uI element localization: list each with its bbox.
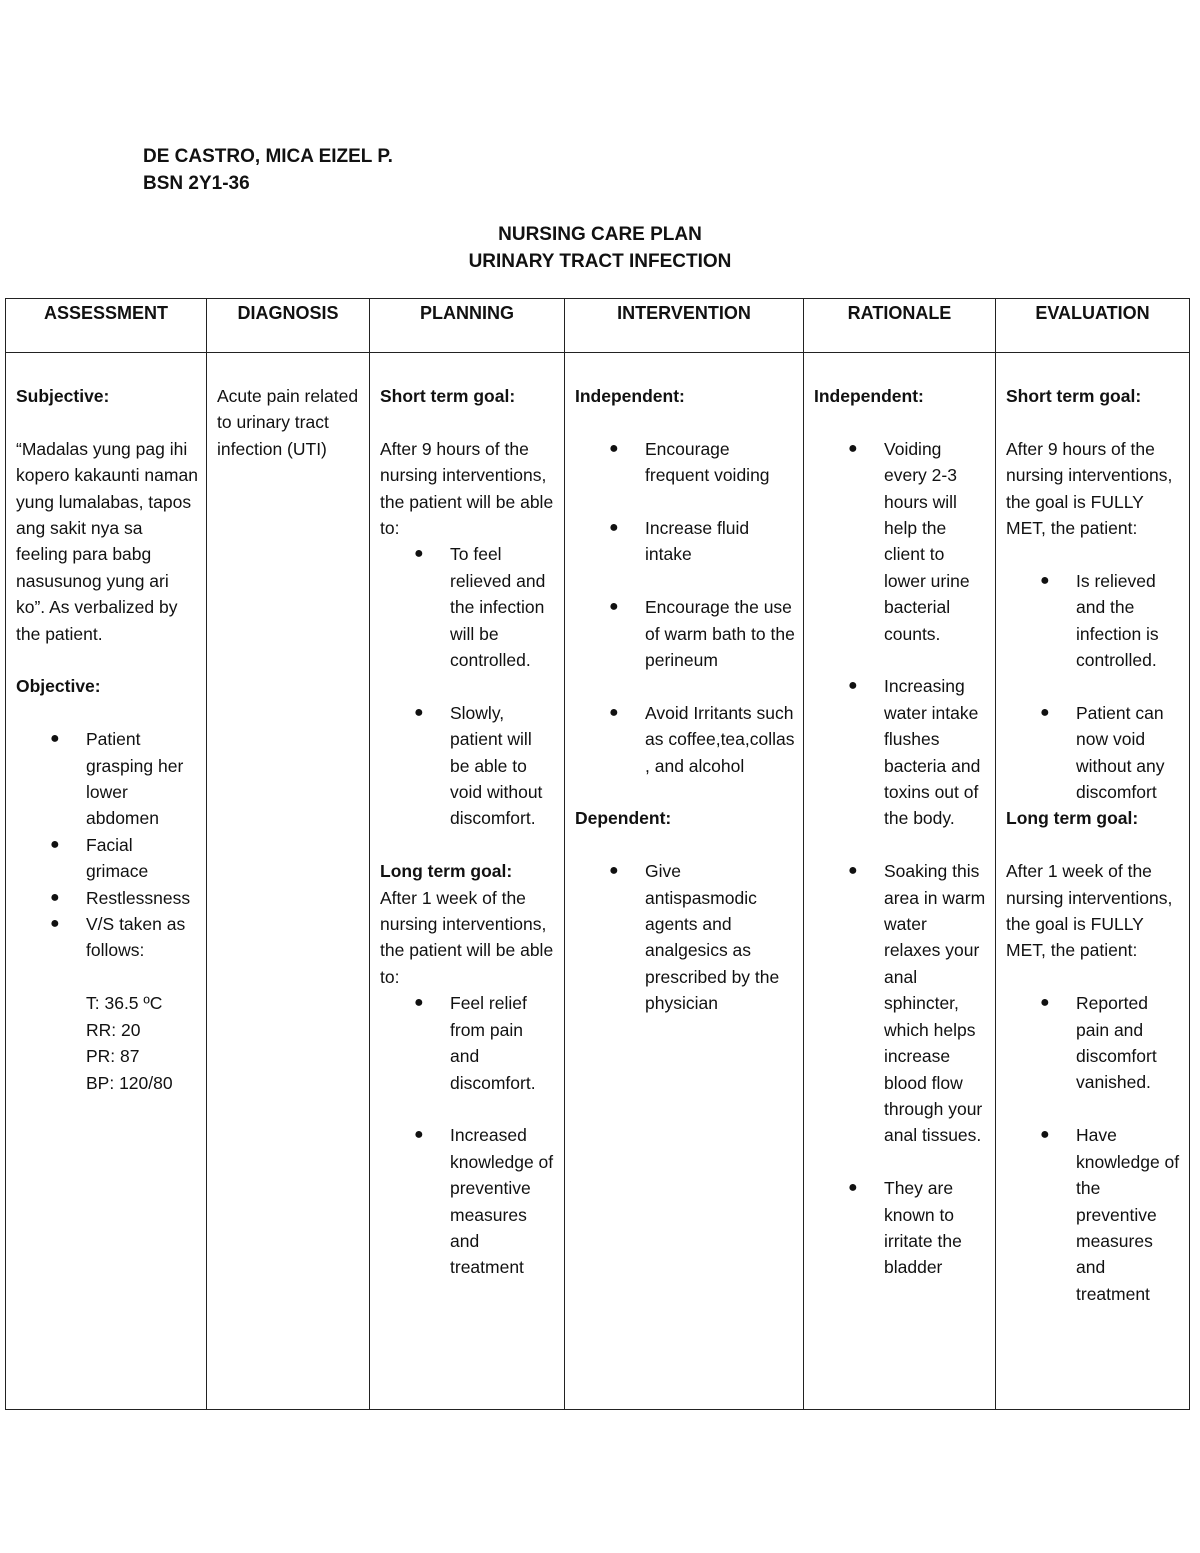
bullet-icon: ● (1040, 703, 1050, 721)
evaluation-long-intro: After 1 week of the nursing interventions, the goal is FULLY MET, the patient: (1006, 861, 1173, 961)
list-item: ● Patient can now void without any discomfort (1006, 700, 1181, 806)
list-item: ● Soaking this area in warm water relaxes your anal sphincter, which helps increase blood flow through your anal tissues. (814, 858, 987, 1148)
list-item: ● Slowly, patient will be able to void without discomfort. (380, 700, 556, 832)
intervention-independent-list (575, 436, 795, 779)
bullet-icon: ● (848, 439, 858, 457)
list-item: ● Reported pain and discomfort vanished. (1006, 990, 1181, 1096)
rationale-independent-label: Independent: (814, 386, 924, 406)
diagnosis-text: Acute pain related to urinary tract infection (UTI) (217, 386, 359, 459)
bullet-icon: ● (609, 519, 619, 536)
list-item: ● Restlessness (16, 885, 198, 911)
evaluation-cell (996, 353, 1190, 1410)
intervention-cell (565, 353, 804, 1410)
bullet-icon: ● (414, 1126, 424, 1144)
header-diagnosis: DIAGNOSIS (207, 299, 370, 353)
list-item: ● Encourage the use of warm bath to the perineum (575, 594, 795, 673)
list-item: ● They are known to irritate the bladder (814, 1175, 987, 1281)
planning-long-label: Long term goal: (380, 861, 513, 882)
evaluation-short-label: Short term goal: (1006, 386, 1142, 406)
header-rationale: RATIONALE (804, 299, 996, 353)
list-item: ● Facial grimace (16, 832, 198, 885)
list-item: ● Give antispasmodic agents and analgesics as prescribed by the physician (575, 858, 795, 1016)
bullet-icon: ● (848, 1179, 858, 1197)
list-item: ● To feel relieved and the infection will be controlled. (380, 541, 556, 673)
bullet-icon: ● (848, 677, 858, 695)
student-info (143, 143, 393, 197)
content-row (6, 353, 1190, 1410)
list-item: ● Voiding every 2-3 hours will help the client to lower urine bacterial counts. (814, 436, 987, 647)
list-item: ● V/S taken as follows: (16, 911, 198, 964)
planning-short-label: Short term goal: (380, 386, 516, 406)
bullet-icon: ● (50, 888, 60, 906)
intervention-independent-label: Independent: (575, 386, 685, 406)
subjective-text: “Madalas yung pag ihi kopero kakaunti naman yung lumalabas, tapos ang sakit nya sa feeling para babg nasusunog yung ari ko”. As verbalized by the patient. (16, 438, 198, 644)
list-item: ● Patient grasping her lower abdomen (16, 726, 198, 832)
objective-label: Objective: (16, 676, 101, 697)
page-title: NURSING CARE PLAN (498, 224, 702, 245)
list-item: ● Have knowledge of the preventive measures and treatment (1006, 1122, 1181, 1307)
bullet-icon: ● (50, 730, 60, 748)
evaluation-short-list (1006, 568, 1181, 806)
list-item: ● Increased knowledge of preventive measures and treatment (380, 1122, 556, 1280)
bullet-icon: ● (609, 439, 619, 457)
vital-temp: T: 36.5 ºC (86, 993, 163, 1014)
bullet-icon: ● (50, 915, 60, 933)
bullet-icon: ● (1040, 994, 1050, 1012)
page-subtitle: URINARY TRACT INFECTION (468, 251, 732, 272)
planning-cell (370, 353, 565, 1410)
header-assessment: ASSESSMENT (6, 299, 207, 353)
bullet-icon: ● (50, 835, 60, 853)
header-intervention: INTERVENTION (565, 299, 804, 353)
planning-short-intro: After 9 hours of the nursing interventions, the patient will be able to: (380, 438, 554, 539)
diagnosis-cell (207, 353, 370, 1410)
bullet-icon: ● (609, 703, 619, 721)
bullet-icon: ● (1040, 571, 1050, 589)
vital-rr: RR: 20 (86, 1019, 141, 1040)
intervention-dependent-label: Dependent: (575, 808, 672, 829)
student-name: DE CASTRO, MICA EIZEL P. (143, 146, 393, 167)
bullet-icon: ● (414, 545, 424, 563)
bullet-icon: ● (609, 862, 619, 880)
bullet-icon: ● (414, 703, 424, 721)
bullet-icon: ● (609, 598, 619, 616)
bullet-icon: ● (414, 994, 424, 1012)
list-item: ● Feel relief from pain and discomfort. (380, 990, 556, 1096)
evaluation-short-intro: After 9 hours of the nursing interventions, the goal is FULLY MET, the patient: (1006, 438, 1173, 539)
subjective-label: Subjective: (16, 386, 110, 406)
vital-bp: BP: 120/80 (86, 1072, 173, 1093)
vital-pr: PR: 87 (86, 1046, 140, 1067)
list-item: ● Avoid Irritants such as coffee,tea,collas , and alcohol (575, 700, 795, 779)
bullet-icon: ● (848, 862, 858, 880)
bullet-icon: ● (1040, 1126, 1050, 1144)
student-section: BSN 2Y1-36 (143, 173, 250, 194)
header-row (6, 299, 1190, 353)
list-item: ● Encourage frequent voiding (575, 436, 795, 489)
list-item: ● Increase fluid intake (575, 515, 795, 568)
planning-long-intro: After 1 week of the nursing interventions, the patient will be able to: (380, 887, 554, 987)
header-evaluation: EVALUATION (996, 299, 1190, 353)
list-item: ● Is relieved and the infection is controlled. (1006, 568, 1181, 674)
rationale-cell (804, 353, 996, 1410)
evaluation-long-label: Long term goal: (1006, 808, 1139, 829)
planning-short-list (380, 541, 556, 831)
objective-list (16, 726, 198, 964)
list-item: ● Increasing water intake flushes bacteria and toxins out of the body. (814, 673, 987, 831)
header-planning: PLANNING (370, 299, 565, 353)
care-plan-table (5, 298, 1190, 1410)
intervention-dependent-list (575, 858, 795, 1016)
document-titles (0, 221, 1200, 275)
planning-long-list (380, 990, 556, 1280)
evaluation-long-list (1006, 990, 1181, 1307)
rationale-list (814, 436, 987, 1281)
assessment-cell (6, 353, 207, 1410)
